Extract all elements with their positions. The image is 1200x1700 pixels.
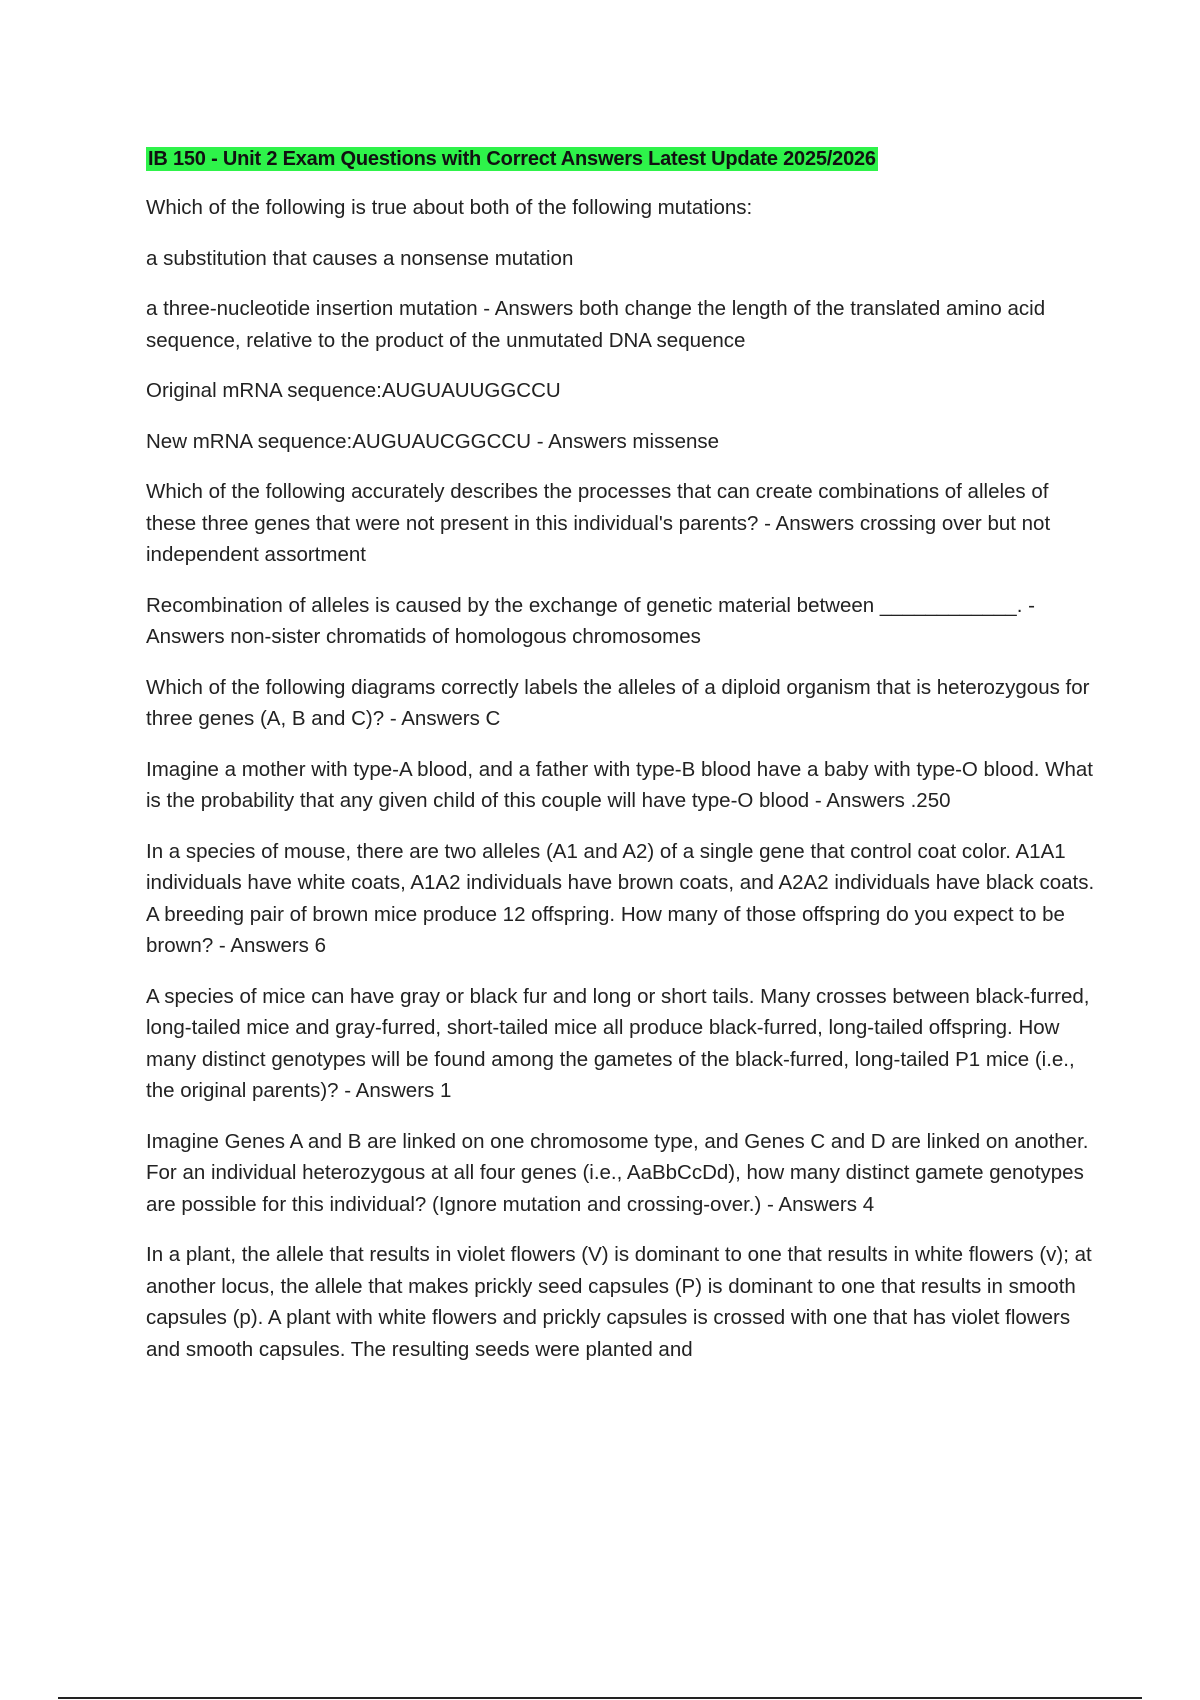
question-paragraph: Original mRNA sequence:AUGUAUUGGCCU [146,379,561,402]
question-paragraph: Which of the following accurately describes the processes that can create combinations of alleles of these three genes that were not present in this individual's parents? - Answers crossing over but not independent assortment [146,480,1051,566]
question-paragraph: New mRNA sequence:AUGUAUCGGCCU - Answers missense [146,429,720,453]
question-paragraph: A species of mice can have gray or black fur and long or short tails. Many crosses between black-furred, long-tailed mice and gray-furred, short-tailed mice all produce black-furred, long-tailed offspring. How many distinct genotypes will be found among the gametes of the black-furred, long-tailed P1 mice (i.e., the original parents)? - Answers 1 [146,984,1090,1102]
question-paragraph: Which of the following diagrams correctly labels the alleles of a diploid organism that is heterozygous for three genes (A, B and C)? - Answers C [146,675,1090,730]
document-title: IB 150 - Unit 2 Exam Questions with Correct Answers Latest Update 2025/2026 [148,148,876,170]
question-paragraph: a substitution that causes a nonsense mutation [146,246,574,270]
question-paragraph: Recombination of alleles is caused by the exchange of genetic material between ____________. - Answers non-sister chromatids of homologous chromosomes [146,593,1035,648]
title-line [146,144,1096,176]
question-paragraph: Imagine a mother with type-A blood, and a father with type-B blood have a baby with type-O blood. What is the probability that any given child of this couple will have type-O blood - Answers .250 [146,757,1093,812]
question-paragraph: Which of the following is true about both of the following mutations: [146,196,753,219]
document-page [146,144,1096,1384]
page-bottom-divider [58,1697,1142,1699]
question-paragraph: Imagine Genes A and B are linked on one chromosome type, and Genes C and D are linked on another. For an individual heterozygous at all four genes (i.e., AaBbCcDd), how many distinct gamete genotypes are possible for this individual? (Ignore mutation and crossing-over.) - Answers 4 [146,1129,1089,1216]
question-paragraph: In a plant, the allele that results in violet flowers (V) is dominant to one that results in white flowers (v); at another locus, the allele that makes prickly seed capsules (P) is dominant to one that results in smooth capsules (p). A plant with white flowers and prickly capsules is crossed with one that has violet flowers and smooth capsules. The resulting seeds were planted and [146,1243,1092,1361]
question-paragraph: a three-nucleotide insertion mutation - Answers both change the length of the translated amino acid sequence, relative to the product of the unmutated DNA sequence [146,297,1046,352]
question-paragraph: In a species of mouse, there are two alleles (A1 and A2) of a single gene that control coat color. A1A1 individuals have white coats, A1A2 individuals have brown coats, and A2A2 individuals have black coats. A breeding pair of brown mice produce 12 offspring. How many of those offspring do you expect to be brown? - Answers 6 [146,839,1095,957]
